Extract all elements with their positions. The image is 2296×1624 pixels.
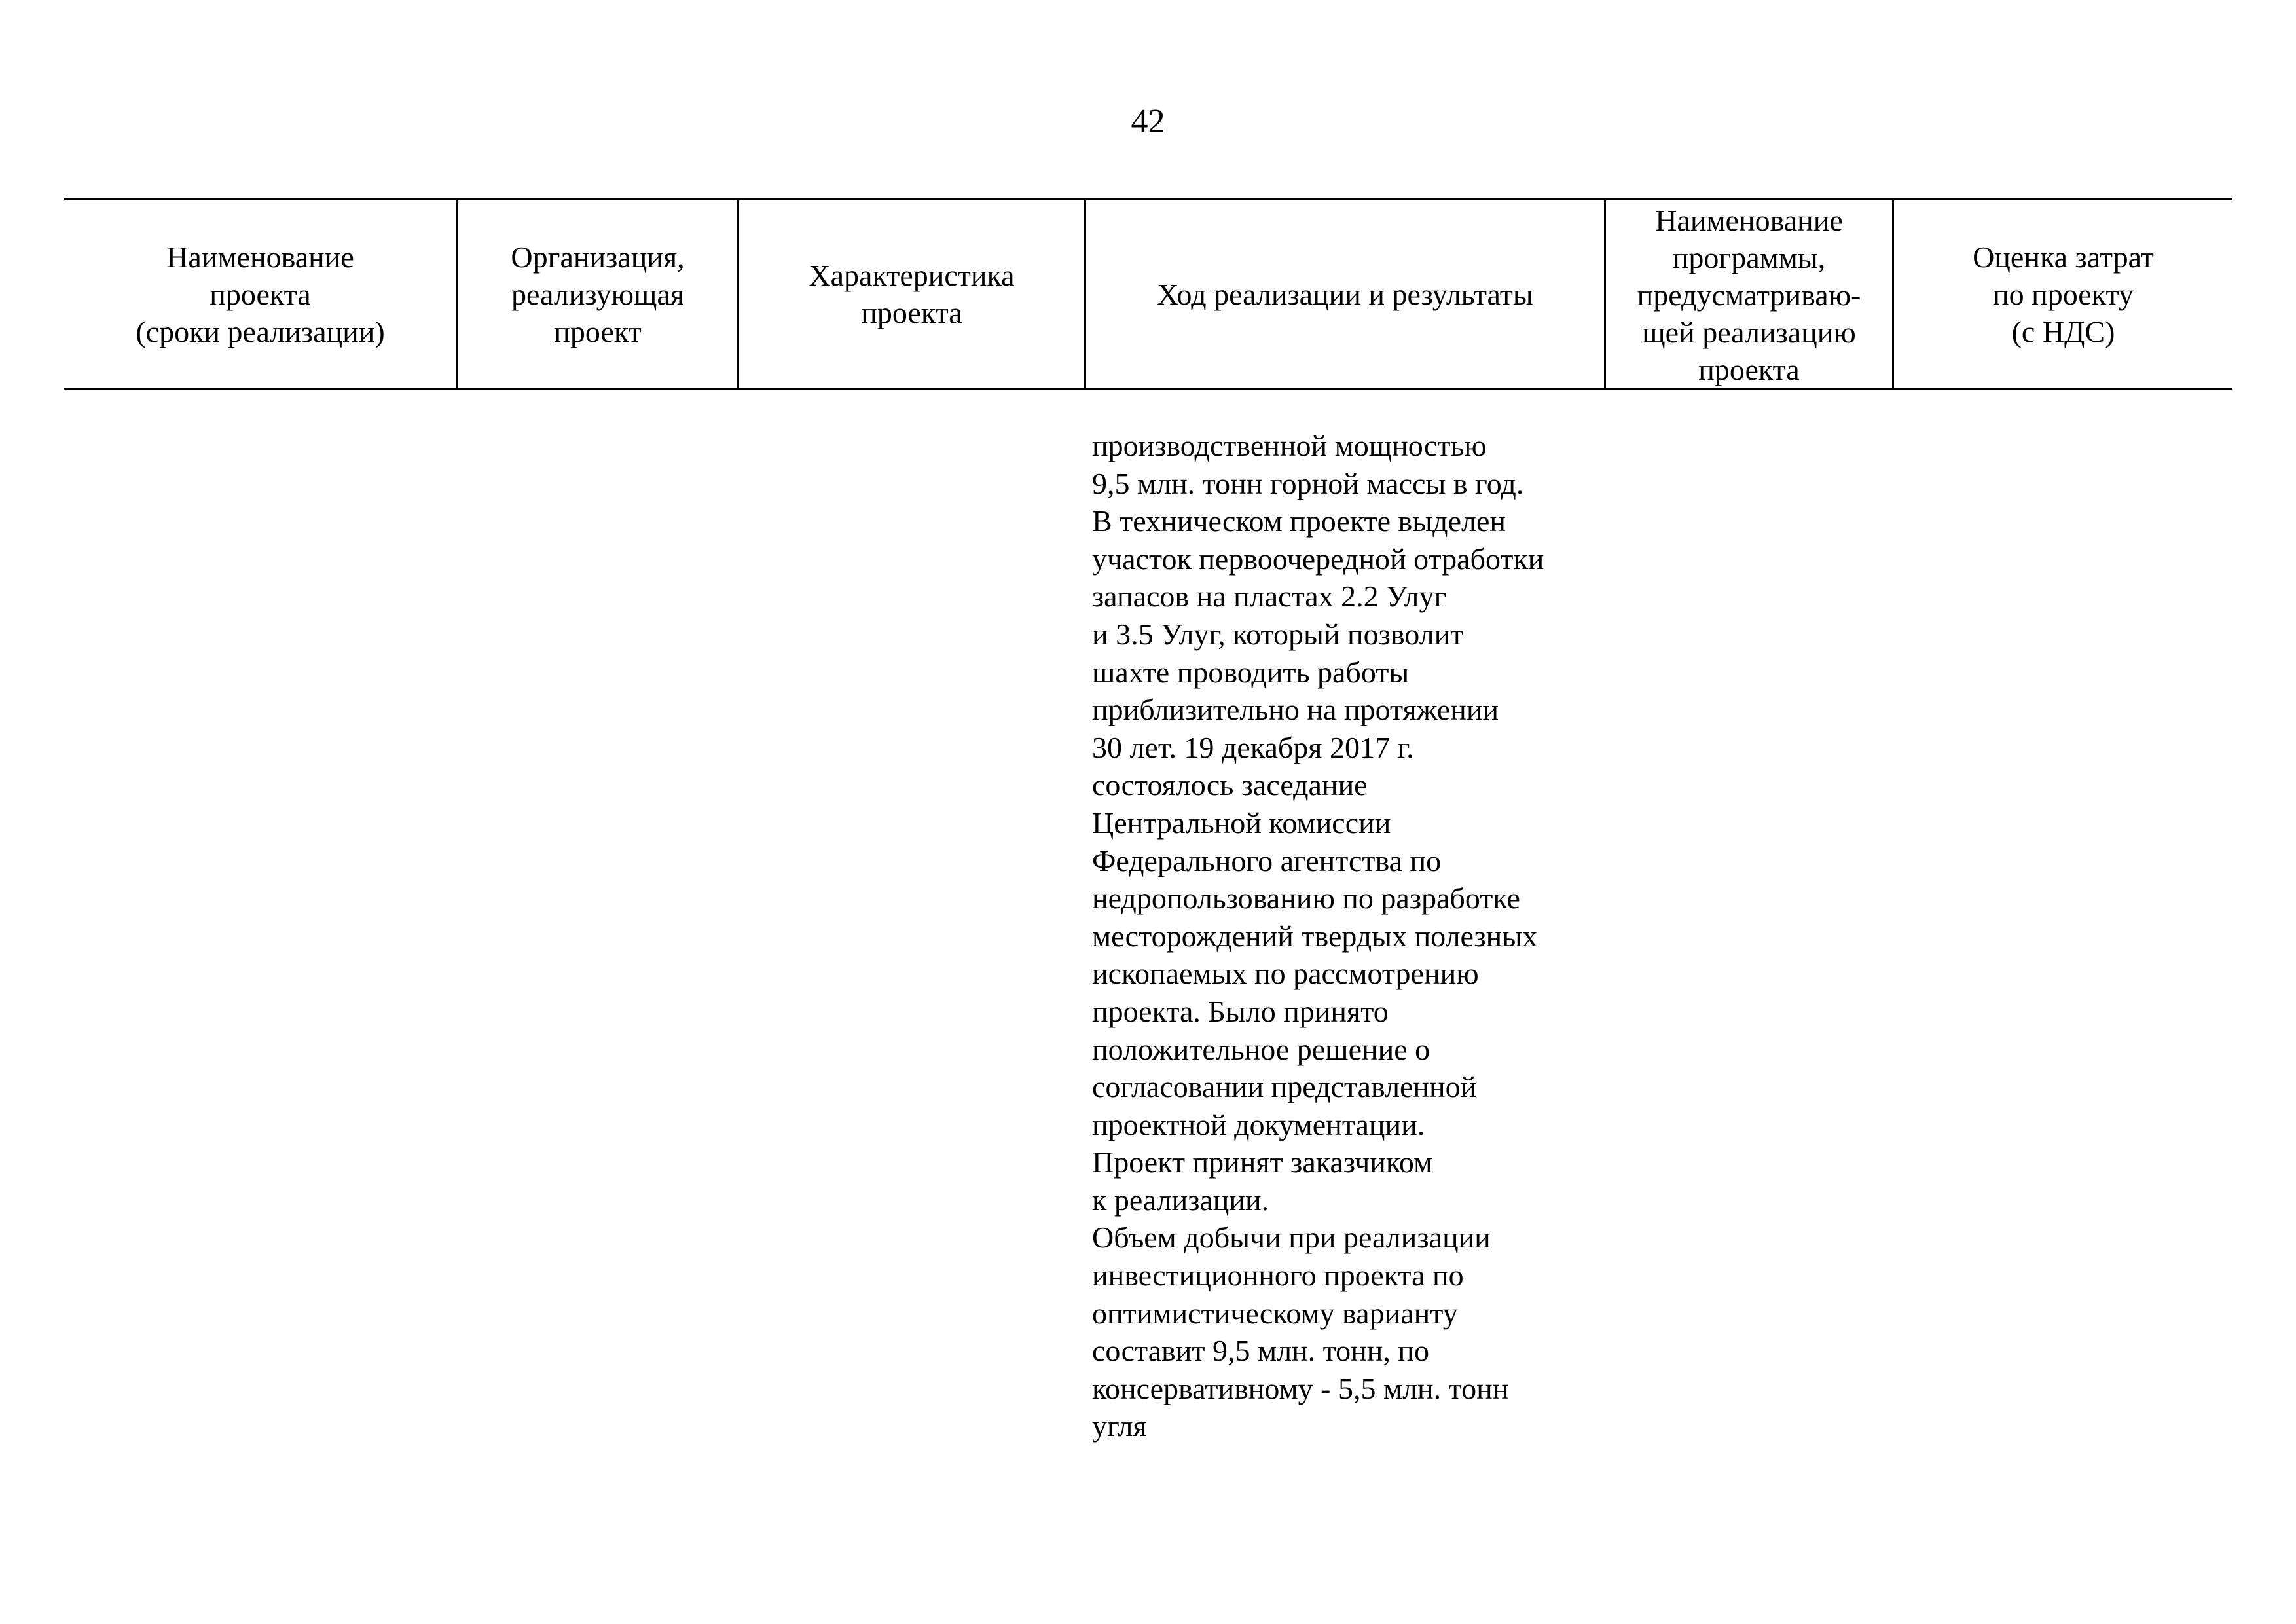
header-characteristics: Характеристика проекта	[809, 259, 1015, 329]
table-header-bottom-border	[64, 388, 2232, 390]
header-organization: Организация, реализующая проект	[511, 240, 685, 348]
progress-results-cell: производственной мощностью 9,5 млн. тонн горной массы в год. В техническом проекте выделен участок первоочередной отработки запасов на пластах 2.2 Улуг и 3.5 Улуг, который позволит шахте проводить работы приблизительно на протяжении 30 лет. 19 декабря 2017 г. состоялось заседание Центральной комиссии Федерального агентства по недропользованию по разработке месторождений твердых полезных ископаемых по рассмотрению проекта. Было принято положительное решение о согласовании представленной проектной документации. Проект принят заказчиком к реализации. Объем добычи при реализации инвестиционного проекта по оптимистическому варианту составит 9,5 млн. тонн, по консервативному - 5,5 млн. тонн угля	[1092, 429, 1544, 1443]
header-cost-estimate: Оценка затрат по проекту (с НДС)	[1973, 240, 2154, 348]
header-progress-results: Ход реализации и результаты	[1157, 277, 1533, 311]
page-number: 42	[1131, 103, 1165, 140]
header-project-name: Наименование проекта (сроки реализации)	[136, 240, 385, 348]
header-program-name: Наименование программы, предусматриваю- щей реализацию проекта	[1637, 204, 1861, 386]
